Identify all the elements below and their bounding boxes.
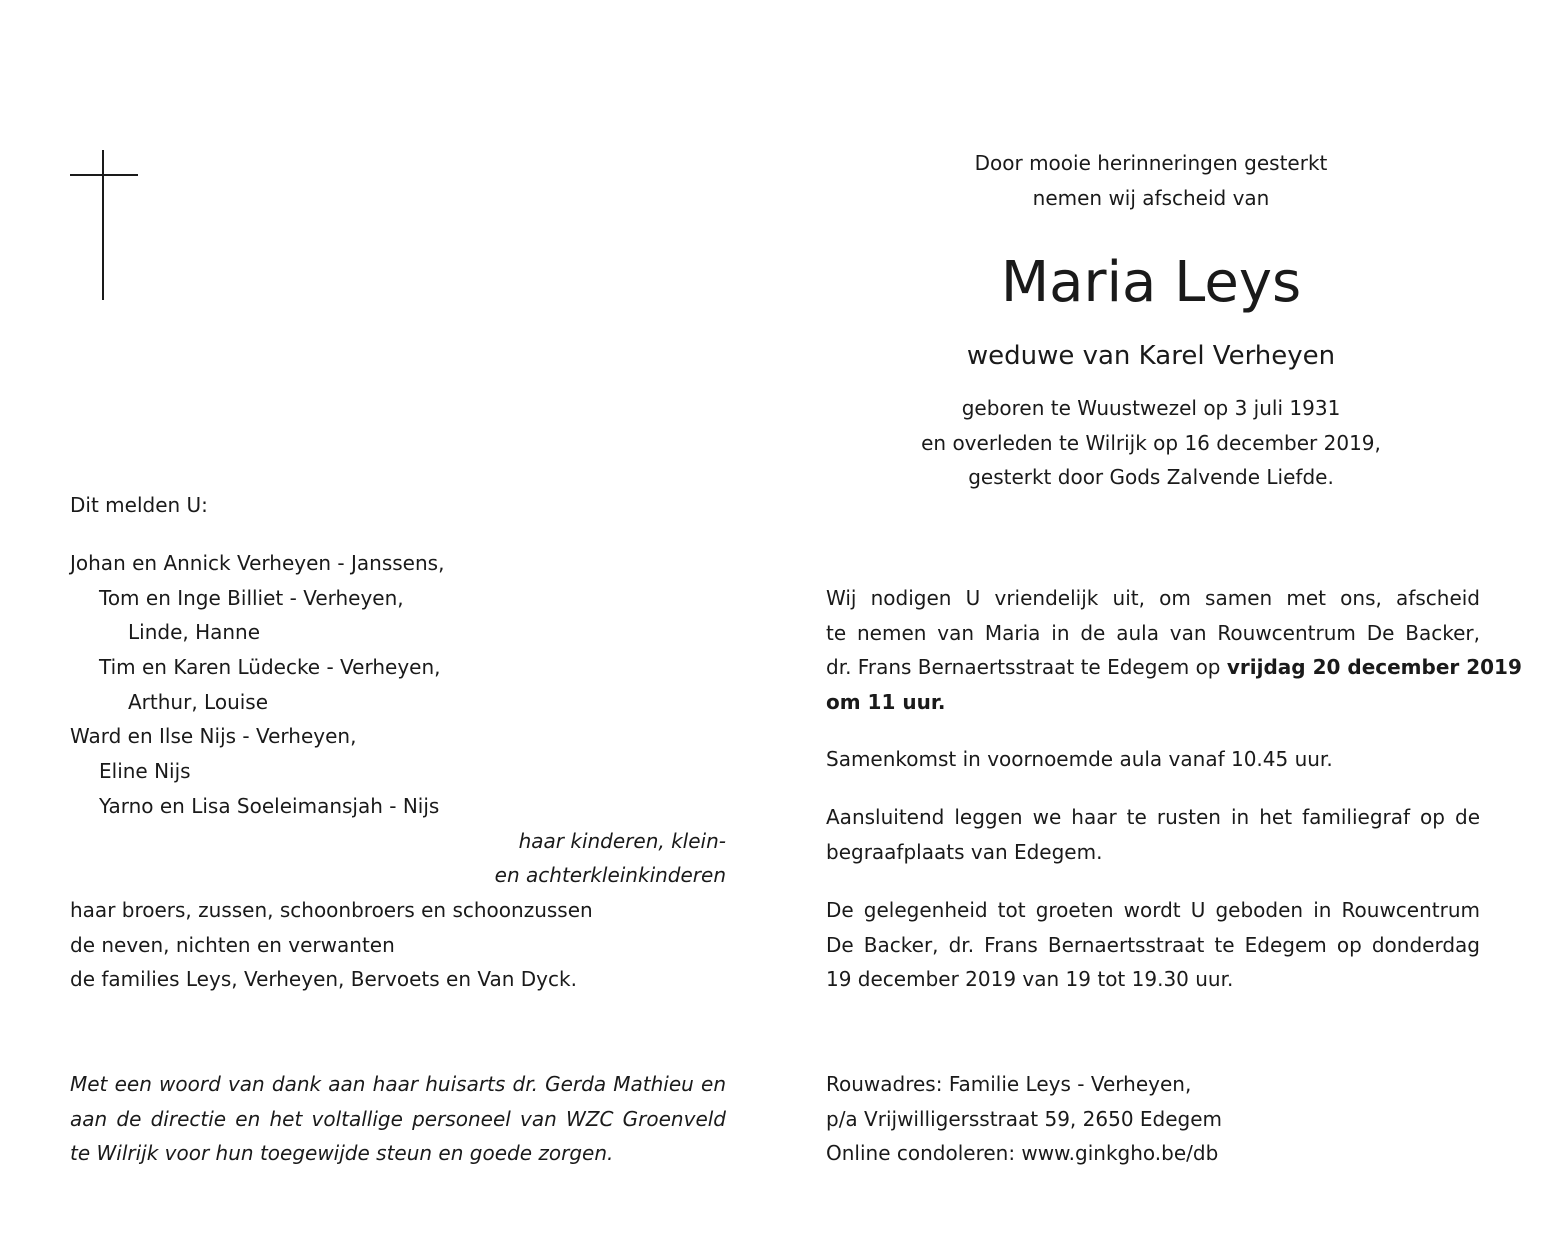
visitation-paragraph bbox=[826, 893, 1480, 997]
family-member: Arthur, Louise bbox=[128, 689, 269, 714]
family-member: Linde, Hanne bbox=[128, 620, 261, 645]
invitation-place: dr. Frans Bernaertsstraat te Edegem op bbox=[826, 655, 1221, 680]
thanks-line: te Wilrijk voor hun toegewijde steun en goede zorgen. bbox=[70, 1141, 614, 1166]
thanks-line: aan de directie en het voltallige personeel van WZC Groenveld bbox=[70, 1106, 726, 1131]
family-member: Yarno en Lisa Soeleimansjah - Nijs bbox=[99, 793, 440, 818]
deceased-name: Maria Leys bbox=[1000, 250, 1302, 315]
family-member: Johan en Annick Verheyen - Janssens, bbox=[70, 551, 445, 575]
strengthened-line: gesterkt door Gods Zalvende Liefde. bbox=[968, 465, 1334, 490]
invitation-line bbox=[826, 685, 1480, 720]
family-list bbox=[70, 546, 726, 997]
invitation-time: om 11 uur. bbox=[826, 690, 946, 715]
address-line: Rouwadres: Familie Leys - Verheyen, bbox=[826, 1072, 1192, 1096]
born-line: geboren te Wuustwezel op 3 juli 1931 bbox=[961, 396, 1341, 420]
gathering-paragraph bbox=[826, 742, 1480, 777]
invitation-line: Wij nodigen U vriendelijk uit, om samen met ons, afscheid bbox=[826, 586, 1480, 610]
relatives-line: haar broers, zussen, schoonbroers en schoonzussen bbox=[70, 897, 593, 922]
intro-text bbox=[850, 146, 1452, 215]
family-member: Eline Nijs bbox=[99, 759, 191, 784]
cross-horizontal-bar bbox=[70, 174, 138, 176]
family-member: Ward en Ilse Nijs - Verheyen, bbox=[70, 724, 357, 749]
relatives-line: de families Leys, Verheyen, Bervoets en Van Dyck. bbox=[70, 967, 577, 992]
intro-line-2: nemen wij afscheid van bbox=[1032, 185, 1270, 210]
burial-line: begraafplaats van Edegem. bbox=[826, 839, 1103, 864]
bio-text bbox=[850, 391, 1452, 495]
visitation-line: 19 december 2019 van 19 tot 19.30 uur. bbox=[826, 967, 1234, 992]
burial-paragraph bbox=[826, 800, 1480, 869]
intro-line-1: Door mooie herinneringen gesterkt bbox=[974, 151, 1328, 175]
widow-line: weduwe van Karel Verheyen bbox=[966, 341, 1336, 371]
thanks-text bbox=[70, 1067, 726, 1171]
invitation-line: te nemen van Maria in de aula van Rouwcentrum De Backer, bbox=[826, 620, 1480, 645]
family-caption: en achterkleinkinderen bbox=[494, 863, 726, 888]
invitation-date: vrijdag 20 december 2019 bbox=[1226, 655, 1522, 680]
cross-icon bbox=[70, 150, 138, 300]
thanks-line: Met een woord van dank aan haar huisarts dr. Gerda Mathieu en bbox=[70, 1072, 726, 1096]
family-member: Tom en Inge Billiet - Verheyen, bbox=[99, 585, 404, 610]
invitation-paragraph bbox=[826, 581, 1522, 720]
family-caption: haar kinderen, klein- bbox=[518, 828, 726, 853]
cross-vertical-bar bbox=[102, 150, 104, 300]
died-line: en overleden te Wilrijk op 16 december 2019, bbox=[921, 430, 1381, 455]
visitation-line: De gelegenheid tot groeten wordt U geboden in Rouwcentrum bbox=[826, 898, 1480, 922]
family-member: Tim en Karen Lüdecke - Verheyen, bbox=[99, 655, 441, 680]
visitation-line: De Backer, dr. Frans Bernaertsstraat te Edegem op donderdag bbox=[826, 932, 1480, 957]
address-line: p/a Vrijwilligersstraat 59, 2650 Edegem bbox=[826, 1106, 1223, 1131]
address-block bbox=[826, 1067, 1222, 1171]
gathering-line: Samenkomst in voornoemde aula vanaf 10.45 uur. bbox=[826, 747, 1333, 771]
invitation-line bbox=[826, 650, 1522, 685]
condolence-line: Online condoleren: www.ginkgho.be/db bbox=[826, 1141, 1219, 1166]
burial-line: Aansluitend leggen we haar te rusten in het familiegraf op de bbox=[826, 805, 1480, 829]
announcement: Dit melden U: bbox=[70, 493, 208, 517]
relatives-line: de neven, nichten en verwanten bbox=[70, 932, 395, 957]
